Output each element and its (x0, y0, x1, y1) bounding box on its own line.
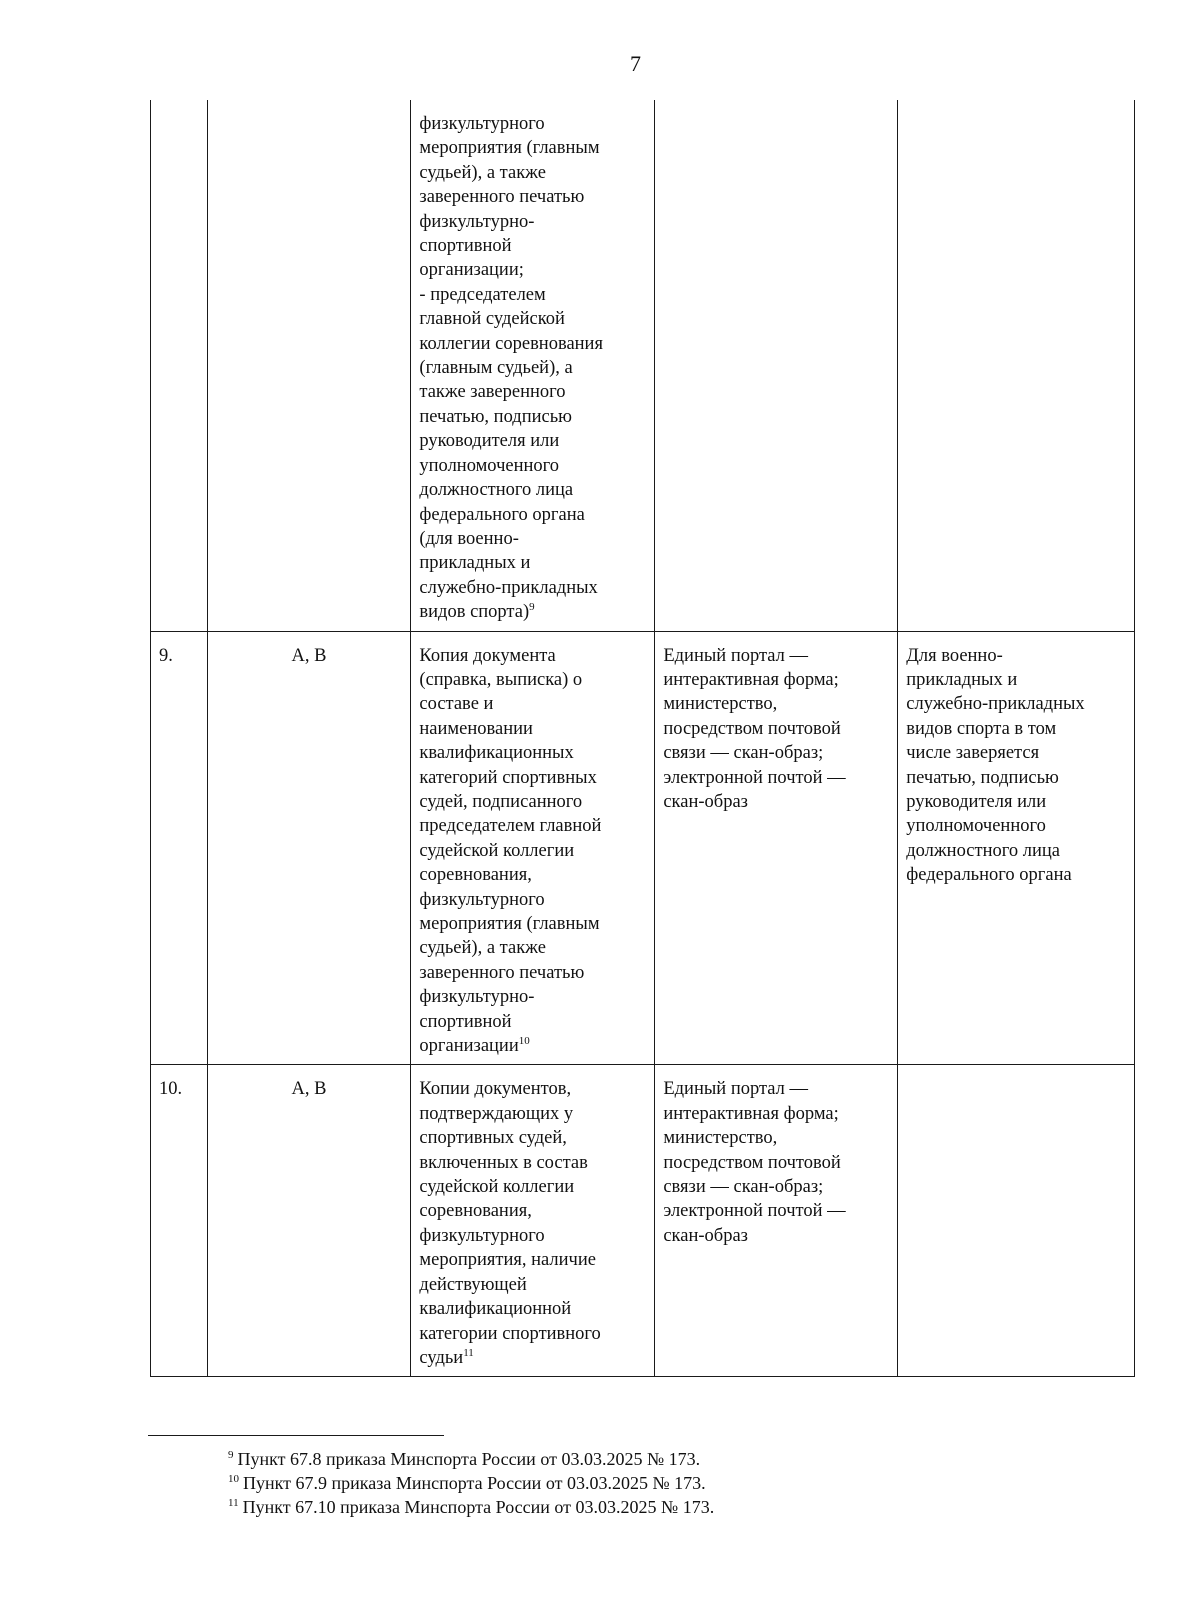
submission-method-cell: Единый портал — интерактивная форма; министерство, посредством почтовой связи — скан-образ; электронной почтой — скан-образ (655, 1065, 898, 1377)
footnote-mark: 9 (228, 1449, 234, 1461)
document-cell (411, 631, 655, 1065)
category-cell: А, В (207, 1065, 411, 1377)
submission-method-cell (655, 100, 898, 631)
footnote-reference: 9 (529, 600, 535, 613)
note-cell (898, 100, 1135, 631)
row-number-cell (151, 100, 208, 631)
footnote-text: Пункт 67.9 приказа Минспорта России от 03.03.2025 № 173. (243, 1473, 706, 1493)
document-cell (411, 100, 655, 631)
footnote-mark: 10 (228, 1473, 239, 1485)
footnote-text: Пункт 67.10 приказа Минспорта России от 03.03.2025 № 173. (242, 1497, 715, 1517)
footnote-mark: 11 (228, 1497, 239, 1509)
row-number-cell: 10. (151, 1065, 208, 1377)
note-cell: Для военно- прикладных и служебно-прикладных видов спорта в том числе заверяется печатью, подписью руководителя или уполномоченного должностного лица федерального органа (898, 631, 1135, 1065)
document-cell (411, 1065, 655, 1377)
document-text: Копии документов, подтверждающих у спортивных судей, включенных в состав судейской коллегии соревнования, физкультурного мероприятия, наличие действующей квалификационной категории спортивного судьи (419, 1079, 601, 1368)
note-cell (898, 1065, 1135, 1377)
footnote (228, 1495, 714, 1519)
footnote-text: Пункт 67.8 приказа Минспорта России от 03.03.2025 № 173. (237, 1449, 701, 1469)
footnote-reference: 11 (463, 1346, 474, 1359)
category-cell (207, 100, 411, 631)
table-row (151, 631, 1135, 1065)
table-row (151, 100, 1135, 631)
footnote-separator (148, 1435, 444, 1436)
footnote (228, 1471, 714, 1495)
table-row (151, 1065, 1135, 1377)
row-number-cell: 9. (151, 631, 208, 1065)
document-text: Копия документа (справка, выписка) о составе и наименовании квалификационных категорий спортивных судей, подписанного председателем главной судейской коллегии соревнования, физкультурного мероприятия (главным судьей), а также заверенного печатью физкультурно- спортивной организации (419, 645, 602, 1057)
footnotes (228, 1447, 714, 1519)
page-number: 7 (630, 51, 641, 76)
submission-method-cell: Единый портал — интерактивная форма; министерство, посредством почтовой связи — скан-образ; электронной почтой — скан-образ (655, 631, 898, 1065)
document-text: физкультурного мероприятия (главным судьей), а также заверенного печатью физкультурно- спортивной организации; - председателем главной судейской коллегии соревнования (главным судьей), а также заверенного печатью, подписью руководителя или уполномоченного должностного лица федерального органа (для военно- прикладных и служебно-прикладных видов спорта) (419, 114, 603, 623)
category-cell: А, В (207, 631, 411, 1065)
footnote-reference: 10 (518, 1034, 530, 1047)
requirements-table (150, 100, 1135, 1377)
footnote (228, 1447, 714, 1471)
